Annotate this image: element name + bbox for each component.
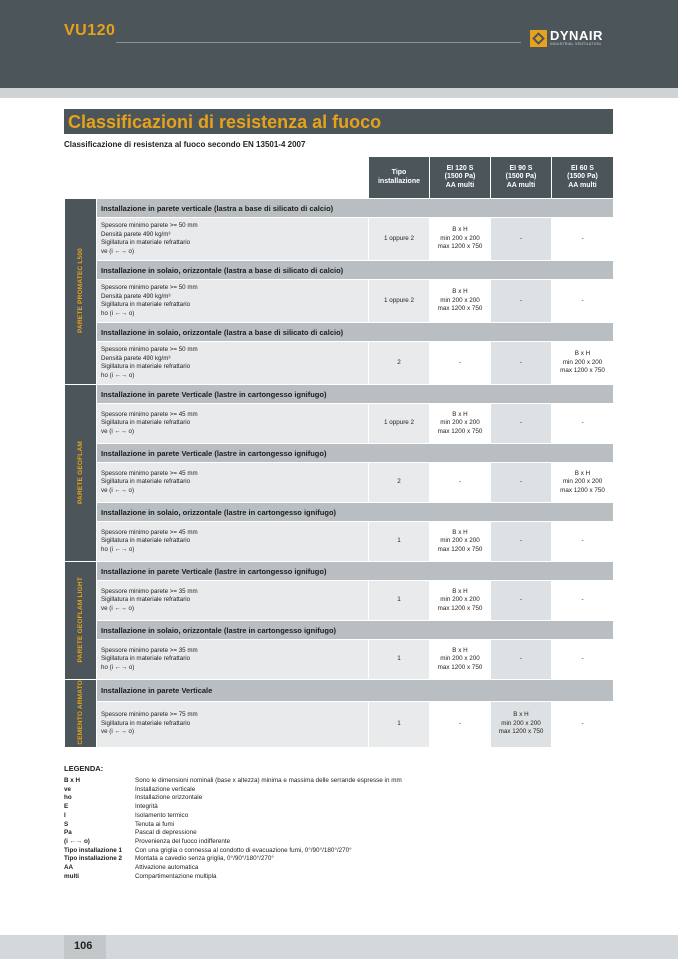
ei90-cell [491, 218, 552, 261]
requirement-line: Sigillatura in materiale refrattario [101, 719, 191, 727]
legend-definition: Provenienza del fuoco indifferente [135, 837, 231, 845]
requirements-cell [97, 404, 369, 444]
ei60-value: B x H [574, 469, 591, 477]
ei60-cell [552, 342, 614, 385]
section-row [65, 385, 614, 404]
ei90-value: - [519, 478, 523, 486]
requirements-cell [97, 218, 369, 261]
ei120-value: B x H [452, 226, 468, 234]
ei120-cell [430, 280, 491, 323]
section-heading: Installazione in parete Verticale (lastre in cartongesso ignifugo) [97, 385, 614, 404]
legend-term: B x H [64, 777, 81, 784]
column-header [369, 157, 430, 199]
ei60-cell [552, 280, 614, 323]
ei120-value: min 200 x 200 [440, 537, 480, 545]
requirement-line: Sigillatura in materiale refrattario [101, 478, 191, 486]
requirement-line: Spessore minimo parete >= 50 mm [101, 284, 198, 291]
page-number: 106 [74, 940, 93, 952]
ei90-value: - [519, 655, 523, 663]
legend-term: Tipo installazione 2 [64, 855, 122, 863]
table-row [65, 640, 614, 680]
ei60-value: - [581, 596, 584, 604]
brand-tagline: INDUSTRIAL VENTILATION [550, 42, 601, 47]
table-row [65, 404, 614, 444]
ei120-cell [430, 342, 491, 385]
column-header-line: installazione [377, 177, 420, 185]
legend-definition: Installazione verticale [135, 785, 196, 793]
requirements-cell [97, 640, 369, 680]
section-row [65, 503, 614, 522]
ei60-value: B x H [574, 350, 591, 358]
ei90-value: - [519, 419, 523, 427]
legend-item [64, 873, 613, 882]
column-header-line: EI 120 S [446, 164, 474, 172]
section-row [65, 680, 614, 702]
requirements-cell [97, 581, 369, 621]
ei120-value: max 1200 x 750 [437, 663, 483, 671]
requirements-cell [97, 342, 369, 385]
table-row [65, 218, 614, 261]
column-header-line: Tipo [391, 169, 407, 176]
ei90-value: - [519, 537, 523, 545]
category-label-cell [65, 562, 97, 680]
category-label-cell [65, 385, 97, 562]
fire-resistance-table [64, 156, 614, 748]
installation-type-cell: 2 [369, 463, 430, 503]
requirement-line: Sigillatura in materiale refrattario [101, 596, 191, 604]
legend-definition: Pascal di depressione [135, 829, 197, 837]
requirement-line: Sigillatura in materiale refrattario [101, 419, 191, 427]
ei90-value: - [519, 596, 523, 604]
ei60-value: - [581, 537, 584, 545]
legend-item [64, 838, 613, 847]
ei120-value: max 1200 x 750 [437, 427, 483, 435]
brand-logo [530, 27, 603, 49]
category-label: PARETE GEOFLAM LIGHT [76, 576, 84, 663]
ei90-cell [491, 640, 552, 680]
requirement-line: Densità parete 490 kg/m³ [101, 292, 171, 300]
ei90-value: - [519, 234, 523, 242]
page-subtitle: Classificazione di resistenza al fuoco secondo EN 13501-4 2007 [64, 140, 306, 149]
section-heading: Installazione in solaio, orizzontale (lastre in cartongesso ignifugo) [97, 503, 614, 522]
installation-type-cell: 1 oppure 2 [369, 404, 430, 444]
section-heading: Installazione in parete verticale (lastra a base di silicato di calcio) [97, 199, 614, 218]
installation-type-cell: 1 [369, 701, 430, 747]
ei90-cell [491, 463, 552, 503]
installation-type-cell: 1 oppure 2 [369, 280, 430, 323]
ei60-value: - [581, 655, 584, 663]
section-row [65, 323, 614, 342]
ei60-value: - [581, 719, 584, 727]
requirement-line: Sigillatura in materiale refrattario [101, 655, 191, 663]
installation-type-cell: 1 [369, 522, 430, 562]
ei120-value: - [458, 358, 462, 366]
ei120-value: max 1200 x 750 [437, 243, 483, 251]
ei90-value: min 200 x 200 [501, 719, 541, 727]
requirement-line: ho (i ←→ o) [101, 545, 135, 553]
requirement-line: Spessore minimo parete >= 35 mm [101, 646, 198, 654]
ei120-value: min 200 x 200 [440, 596, 480, 604]
ei120-value: - [458, 478, 462, 486]
requirement-line: Sigillatura in materiale refrattario [101, 301, 191, 308]
legend-term: AA [64, 864, 74, 872]
requirement-line: Spessore minimo parete >= 35 mm [101, 587, 198, 595]
ei60-value: - [581, 296, 584, 304]
requirements-cell [97, 522, 369, 562]
ei120-value: min 200 x 200 [440, 234, 480, 242]
section-row [65, 444, 614, 463]
ei120-cell [430, 522, 491, 562]
ei90-cell [491, 581, 552, 621]
column-header [491, 157, 552, 199]
ei90-value: - [519, 296, 523, 304]
legend-definition: Montata a cavedio senza griglia, 0°/90°/180°/270° [135, 855, 274, 863]
column-header-line: EI 60 S [571, 164, 594, 172]
ei120-cell [430, 463, 491, 503]
ei60-cell [552, 640, 614, 680]
legend-list [64, 777, 613, 881]
legend [64, 764, 613, 881]
legend-term: I [64, 811, 66, 819]
ei60-cell [552, 463, 614, 503]
ei120-cell [430, 218, 491, 261]
legend-term: S [64, 820, 69, 828]
table-row [65, 522, 614, 562]
requirement-line: Spessore minimo parete >= 45 mm [101, 528, 198, 536]
section-row [65, 261, 614, 280]
requirements-cell [97, 463, 369, 503]
ei60-value: - [581, 234, 584, 242]
ei120-value: max 1200 x 750 [437, 545, 483, 553]
column-header-line: (1500 Pa) [505, 173, 537, 181]
ei90-cell [491, 404, 552, 444]
requirement-line: Densità parete 490 kg/m³ [101, 230, 171, 238]
legend-definition: Sono le dimensioni nominali (base x altezza) minima e massima delle serrande espresse in mm [135, 777, 402, 784]
legend-term: Tipo installazione 1 [64, 846, 122, 854]
legend-item [64, 829, 613, 838]
section-row [65, 621, 614, 640]
section-heading: Installazione in solaio, orizzontale (lastra a base di silicato di calcio) [97, 261, 614, 280]
requirement-line: ve (i ←→ o) [101, 486, 135, 494]
ei90-cell [491, 280, 552, 323]
requirement-line: ve (i ←→ o) [101, 247, 135, 255]
legend-item [64, 777, 613, 786]
section-heading: Installazione in parete Verticale [97, 680, 614, 702]
column-header-line: AA multi [568, 181, 597, 189]
ei120-cell [430, 404, 491, 444]
requirement-line: Spessore minimo parete >= 50 mm [101, 222, 198, 229]
requirements-cell [97, 701, 369, 747]
legend-term: multi [64, 872, 80, 880]
installation-type-cell: 1 [369, 640, 430, 680]
requirement-line: Sigillatura in materiale refrattario [101, 537, 191, 545]
ei60-cell [552, 581, 614, 621]
ei90-value: B x H [513, 711, 529, 719]
legend-definition: Con una griglia o connessa al condotto di evacuazione fumi, 0°/90°/180°/270° [135, 846, 352, 854]
column-header-line: (1500 Pa) [567, 173, 598, 181]
requirement-line: ho (i ←→ o) [101, 663, 135, 671]
ei120-cell [430, 581, 491, 621]
ei120-value: B x H [452, 646, 468, 654]
ei60-value: min 200 x 200 [562, 358, 603, 366]
ei120-value: B x H [452, 587, 468, 595]
legend-term: ve [64, 785, 72, 793]
column-header-line: (1500 Pa) [444, 173, 476, 181]
section-heading: Installazione in solaio, orizzontale (lastre in cartongesso ignifugo) [97, 621, 614, 640]
header-rule [116, 42, 521, 43]
header-strip [0, 88, 678, 98]
ei120-value: min 200 x 200 [440, 296, 480, 304]
ei120-value: B x H [452, 410, 468, 418]
column-header [430, 157, 491, 199]
column-header [552, 157, 614, 199]
brand-name: DYNAIR [550, 28, 603, 44]
legend-term: E [64, 803, 69, 811]
table-row [65, 701, 614, 747]
installation-type-cell: 1 [369, 581, 430, 621]
ei120-value: min 200 x 200 [440, 419, 480, 427]
legend-definition: Installazione orizzontale [135, 794, 203, 802]
ei90-cell [491, 701, 552, 747]
ei60-cell [552, 701, 614, 747]
category-label: PARETE GEOFLAM [76, 440, 84, 504]
ei60-cell [552, 404, 614, 444]
table-row [65, 463, 614, 503]
requirement-line: Spessore minimo parete >= 50 mm [101, 346, 198, 353]
ei60-cell [552, 522, 614, 562]
table-row [65, 280, 614, 323]
header-blank-cell [65, 157, 369, 199]
legend-item [64, 855, 613, 864]
page-title: Classificazioni di resistenza al fuoco [68, 112, 382, 132]
requirement-line: ho (i ←→ o) [101, 309, 135, 317]
section-heading: Installazione in parete Verticale (lastre in cartongesso ignifugo) [97, 444, 614, 463]
requirements-cell [97, 280, 369, 323]
column-header-line: EI 90 S [509, 164, 533, 172]
table-header-row [65, 157, 614, 199]
ei90-cell [491, 342, 552, 385]
section-row [65, 562, 614, 581]
model-code: VU120 [64, 22, 116, 39]
category-label-cell [65, 680, 97, 748]
column-header-line: AA multi [506, 181, 536, 189]
legend-item [64, 821, 613, 830]
ei120-value: - [458, 719, 462, 727]
legend-term: Pa [64, 829, 72, 837]
requirement-line: ve (i ←→ o) [101, 728, 135, 736]
ei90-value: - [519, 358, 523, 366]
section-heading: Installazione in parete Verticale (lastre in cartongesso ignifugo) [97, 562, 614, 581]
legend-item [64, 864, 613, 873]
requirement-line: Spessore minimo parete >= 45 mm [101, 410, 198, 418]
installation-type-cell: 1 oppure 2 [369, 218, 430, 261]
legend-definition: Integrità [135, 803, 158, 811]
brand-logo-icon [530, 30, 547, 47]
legend-item [64, 786, 613, 795]
legend-title: LEGENDA: [64, 764, 104, 773]
ei90-cell [491, 522, 552, 562]
table-row [65, 581, 614, 621]
requirement-line: ve (i ←→ o) [101, 604, 135, 612]
installation-type-cell: 2 [369, 342, 430, 385]
ei120-value: max 1200 x 750 [437, 604, 483, 612]
ei120-value: B x H [452, 528, 468, 536]
ei120-value: max 1200 x 750 [437, 305, 483, 313]
legend-definition: Tenuta ai fumi [135, 820, 175, 828]
table-row [65, 342, 614, 385]
requirement-line: ho (i ←→ o) [101, 371, 135, 379]
ei120-cell [430, 640, 491, 680]
section-row [65, 199, 614, 218]
ei60-value: max 1200 x 750 [560, 367, 605, 375]
legend-definition: Compartimentazione multipla [135, 872, 217, 880]
legend-item [64, 794, 613, 803]
page-header [0, 0, 678, 88]
requirement-line: ve (i ←→ o) [101, 427, 135, 435]
section-title-bar [64, 109, 613, 134]
ei60-cell [552, 218, 614, 261]
legend-definition: Isolamento termico [135, 811, 189, 819]
ei120-value: min 200 x 200 [440, 655, 480, 663]
category-label-cell [65, 199, 97, 385]
legend-term: ho [64, 794, 72, 802]
legend-term: (i ←→ o) [64, 837, 90, 845]
ei60-value: min 200 x 200 [562, 478, 603, 486]
ei90-value: max 1200 x 750 [498, 728, 544, 736]
requirement-line: Densità parete 490 kg/m³ [101, 354, 171, 362]
ei60-value: max 1200 x 750 [560, 486, 605, 494]
column-header-line: AA multi [445, 181, 475, 189]
ei120-cell [430, 701, 491, 747]
requirement-line: Sigillatura in materiale refrattario [101, 239, 191, 246]
requirement-line: Spessore minimo parete >= 45 mm [101, 469, 198, 477]
ei60-value: - [581, 419, 584, 427]
ei120-value: B x H [452, 288, 468, 296]
legend-definition: Attivazione automatica [135, 864, 199, 872]
requirement-line: Spessore minimo parete >= 75 mm [101, 711, 198, 719]
requirement-line: Sigillatura in materiale refrattario [101, 363, 191, 370]
category-label: CEMENTO ARMATO [76, 680, 84, 745]
legend-item [64, 812, 613, 821]
section-heading: Installazione in solaio, orizzontale (lastra a base di silicato di calcio) [97, 323, 614, 342]
category-label: PARETE PROMATEC L500 [76, 247, 84, 334]
legend-item [64, 803, 613, 812]
